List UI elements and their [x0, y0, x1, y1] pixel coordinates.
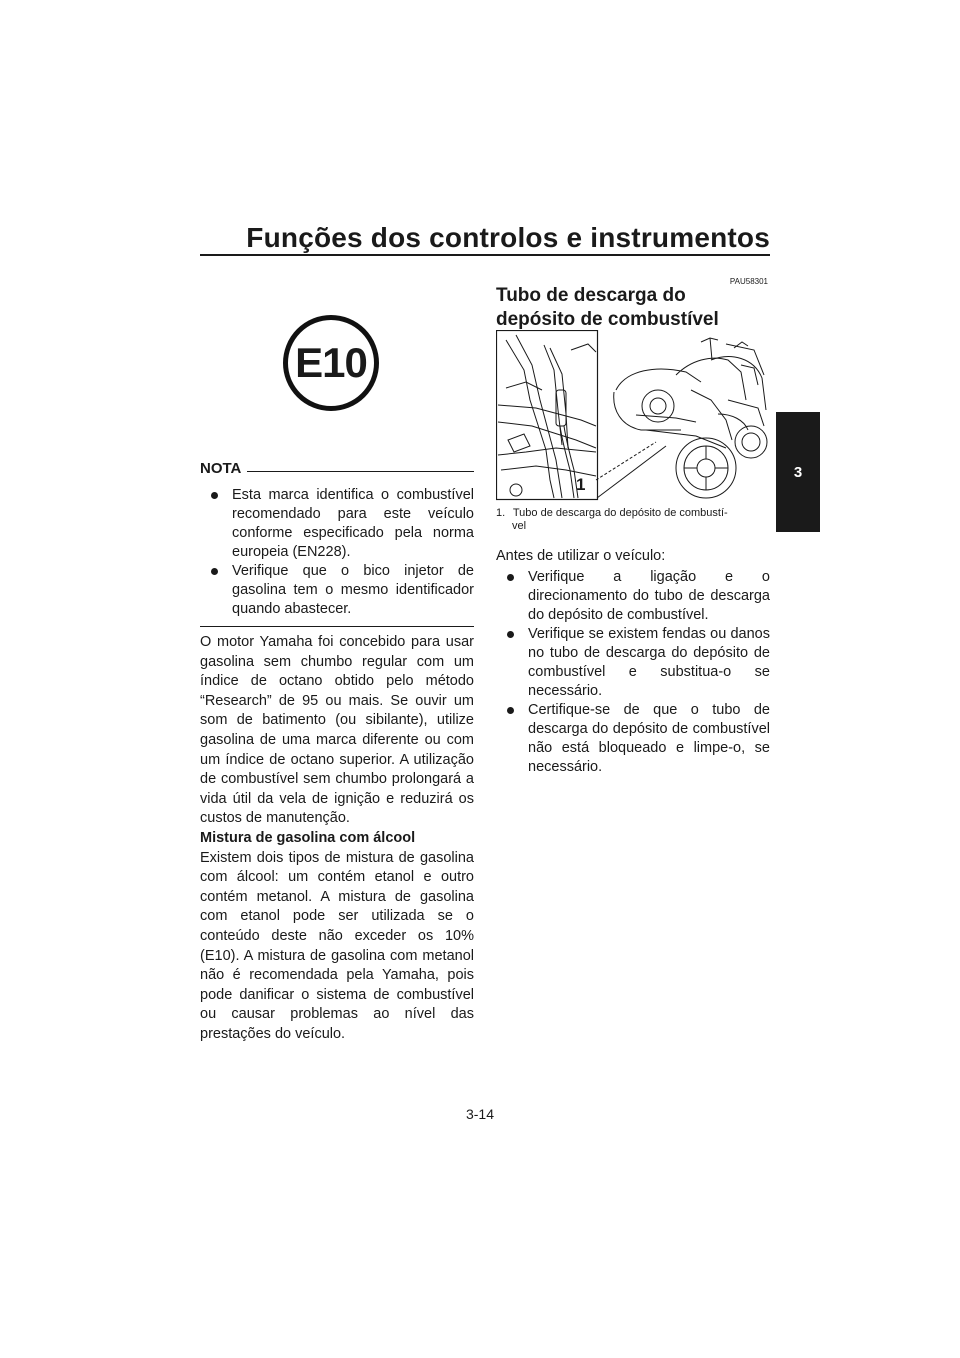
- bullet-icon: [507, 707, 514, 714]
- nota-item-text: Verifique que o bico injetor de gasolina tem o mesmo identificador quando abastecer.: [232, 563, 474, 617]
- figure-caption: [496, 507, 770, 533]
- caption-number: 1.: [496, 507, 506, 519]
- page-number: 3-14: [465, 1106, 495, 1122]
- section-code: PAU58301: [729, 277, 768, 286]
- figure-callout-1: 1: [576, 475, 586, 494]
- nota-item: [200, 562, 474, 619]
- bullet-icon: [211, 568, 218, 575]
- scooter-illustration-svg: [496, 330, 770, 502]
- checklist-item: [496, 625, 770, 701]
- bullet-icon: [211, 492, 218, 499]
- checklist-item-text: Certifique-se de que o tubo de descarga do depósito de combustível não está bloqueado e limpe-o, se necessário.: [528, 701, 770, 775]
- e10-fuel-mark: E10: [283, 315, 379, 411]
- nota-item: [200, 486, 474, 562]
- bullet-icon: [507, 574, 514, 581]
- caption-text: Tubo de descarga do depósito de combustí-: [512, 507, 728, 519]
- checklist-item-text: Verifique a ligação e o direcionamento do tubo de descarga do depósito de combustível.: [528, 568, 770, 623]
- page-title: Funções dos controlos e instrumentos: [246, 222, 770, 253]
- section-title: Tubo de descarga do depósito de combustível: [496, 285, 719, 330]
- before-use-intro: Antes de utilizar o veículo:: [496, 548, 666, 564]
- nota-box: [200, 458, 474, 619]
- nota-list: [200, 486, 474, 619]
- octane-paragraph: O motor Yamaha foi concebido para usar gasolina sem chumbo regular com um índice de octano obtido pelo método “Research” de 95 ou mais. Se ouvir um som de batimento (ou sibilante), utilize gasolina de uma marca diferente ou com um índice de octano superior. A utilização de combustível sem chumbo prolongará a vida útil da vela de ignição e reduzirá os custos de manutenção.: [200, 634, 474, 827]
- checklist: [496, 568, 770, 777]
- checklist-item: [496, 568, 770, 625]
- left-column: [200, 633, 474, 1044]
- alcohol-subheading: Mistura de gasolina com álcool: [200, 829, 416, 846]
- right-column: [496, 547, 770, 777]
- nota-label: NOTA: [200, 459, 242, 477]
- caption-line-2: vel: [512, 520, 527, 532]
- checklist-item-text: Verifique se existem fendas ou danos no tubo de descarga do depósito de combustível e substitua-o se necessário.: [528, 625, 770, 699]
- nota-end-rule: [200, 626, 474, 627]
- nota-item-text: Esta marca identifica o combustível recomendado para este veículo conforme especificado pela norma europeia (EN228).: [232, 487, 474, 560]
- alcohol-paragraph: Existem dois tipos de mistura de gasolina com álcool: um contém etanol e outro contém metanol. A mistura de gasolina com etanol pode ser utilizada se o conteúdo deste não exceder os 10% (E10). A mistura de gasolina com metanol não é recomendada pela Yamaha, pois pode danificar o sistema de combustível ou causar problemas ao nível das prestações do veículo.: [200, 849, 474, 1042]
- nota-header: [200, 458, 474, 478]
- nota-rule: [247, 471, 474, 472]
- header-rule: [200, 254, 770, 256]
- scooter-drain-hose-illustration: [496, 330, 770, 502]
- caption-line: [496, 507, 770, 520]
- chapter-tab: 3: [776, 412, 820, 532]
- checklist-item: [496, 701, 770, 777]
- bullet-icon: [507, 631, 514, 638]
